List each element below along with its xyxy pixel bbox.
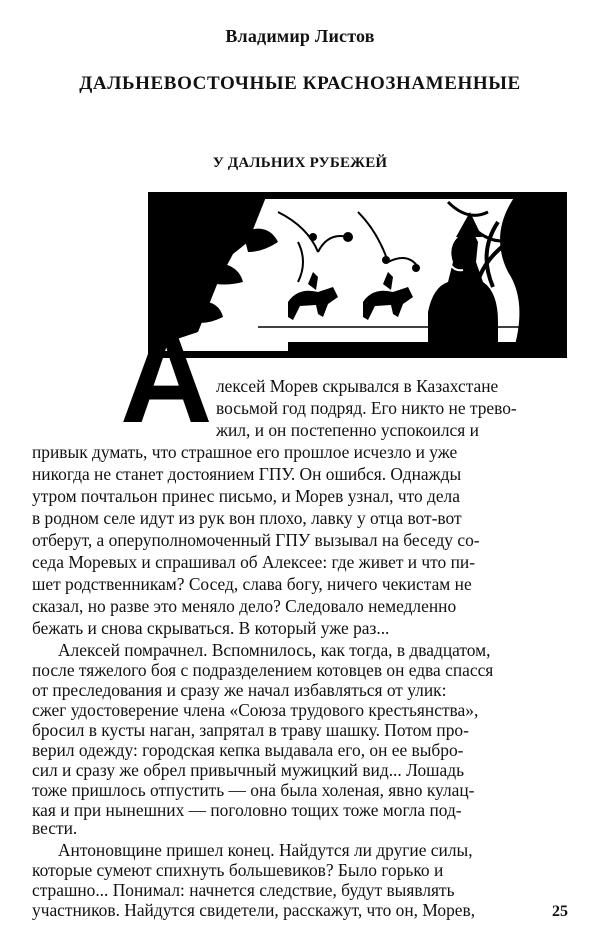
body-line: лексей Морев скрывался в Казахстане: [216, 376, 499, 396]
body-line: утром почтальон принес письмо, и Морев узнал, что дела: [32, 486, 460, 506]
body-line: которые сумеют спихнуть большевиков? Было горько и: [32, 860, 444, 880]
body-line: от преследования и сразу же начал избавляться от улик:: [32, 680, 447, 700]
body-line: вести.: [32, 818, 78, 838]
body-line: после тяжелого боя с подразделением котовцев он едва спасся: [32, 660, 494, 680]
body-line: привык думать, что страшное его прошлое исчезло и уже: [32, 442, 458, 462]
chapter-title: У ДАЛЬНИХ РУБЕЖЕЙ: [212, 155, 388, 171]
body-line: участников. Найдутся свидетели, расскажут, что он, Морев,: [32, 900, 476, 920]
body-line: никогда не станет достоянием ГПУ. Он ошибся. Однажды: [32, 464, 462, 484]
body-line: страшно... Понимал: начнется следствие, будут выявлять: [32, 880, 455, 900]
body-line: сил и сразу же обрел привычный мужицкий вид... Лошадь: [32, 760, 465, 780]
author-name: Владимир Листов: [225, 26, 375, 46]
body-line: сжег удостоверение члена «Союза трудового крестьянства»,: [32, 700, 479, 720]
body-line: в родном селе идут из рук вон плохо, лавку у отца вот-вот: [32, 508, 462, 528]
body-line: шет родственникам? Сосед, слава богу, ничего чекистам не: [32, 574, 472, 594]
body-line: восьмой год подряд. Его никто не трево-: [216, 398, 517, 418]
page-number: 25: [552, 903, 568, 920]
body-line: жил, и он постепенно успокоился и: [216, 420, 479, 440]
section-title: ДАЛЬНЕВОСТОЧНЫЕ КРАСНОЗНАМЕННЫЕ: [79, 73, 521, 94]
body-line: бежать и снова скрываться. В который уже раз...: [32, 618, 390, 638]
body-line: сказал, но разве это меняло дело? Следовало немедленно: [32, 596, 457, 616]
body-line: тоже пришлось отпустить — она была холеная, явно кулац-: [32, 780, 475, 800]
drop-cap-letter: А: [120, 307, 213, 450]
body-line: бросил в кусты наган, запрятал в траву шашку. Потом про-: [32, 720, 469, 740]
body-line: отберут, а оперуполномоченный ГПУ вызывал на беседу со-: [32, 530, 480, 550]
body-line: Антоновщине пришел конец. Найдутся ли другие силы,: [58, 840, 473, 860]
body-line: кая и при нынешних — поголовно тощих тоже могла под-: [32, 800, 462, 820]
body-line: седа Моревых и спрашивал об Алексее: где живет и что пи-: [32, 552, 475, 572]
body-line: верил одежду: городская кепка выдавала его, он ее выбро-: [32, 740, 464, 760]
body-line: Алексей помрачнел. Вспомнилось, как тогда, в двадцатом,: [58, 640, 491, 660]
